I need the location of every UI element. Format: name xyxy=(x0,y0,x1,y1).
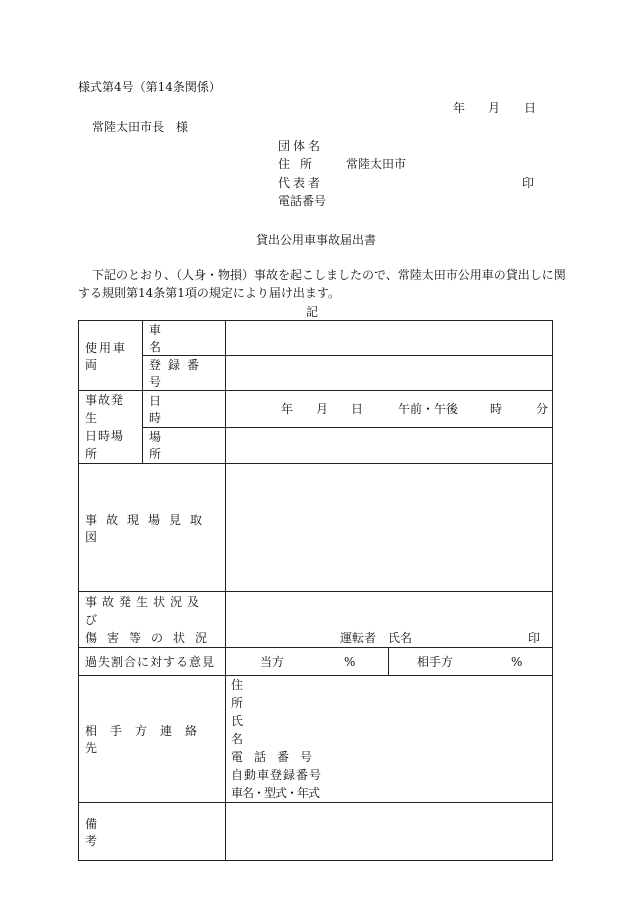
address-label: 住所 xyxy=(278,157,323,171)
date-day: 日 xyxy=(524,101,537,115)
row-reg-number xyxy=(79,356,553,391)
group-name-label: 団体名 xyxy=(278,139,324,153)
ki-label: 記 xyxy=(306,305,319,319)
reg-number-field[interactable] xyxy=(226,356,553,391)
date-year: 年 xyxy=(453,101,466,115)
date-month: 月 xyxy=(488,101,501,115)
remarks-field[interactable] xyxy=(226,803,553,861)
row-car-name xyxy=(79,321,553,356)
driver-line xyxy=(232,631,546,645)
body-line-2: する規則第14条第1項の規定により届け出ます。 xyxy=(78,286,340,300)
dt-minute: 分 xyxy=(536,401,549,416)
contact-name-label xyxy=(231,712,325,748)
other-side-label: 相手方 xyxy=(417,654,454,669)
accident-label-2: 日時場所 xyxy=(85,429,125,461)
contact-label-cell xyxy=(79,676,226,803)
place-label: 場所 xyxy=(149,430,212,462)
dt-month: 月 xyxy=(316,401,329,416)
datetime-parts xyxy=(232,401,549,416)
other-fault-parts xyxy=(395,655,546,669)
row-situation xyxy=(79,592,553,648)
datetime-label: 日時 xyxy=(149,393,212,425)
accident-form-table xyxy=(78,320,553,861)
remarks-label: 備考 xyxy=(85,816,208,848)
row-sketch xyxy=(79,464,553,592)
car-name-label xyxy=(149,321,219,355)
situation-label-2: 傷害等の状況 xyxy=(85,630,218,645)
remarks-label-cell xyxy=(79,803,226,861)
accident-label-1: 事故発生 xyxy=(85,393,125,425)
row-datetime xyxy=(79,391,553,428)
own-side-label: 当方 xyxy=(260,654,285,669)
reg-number-label: 登録番号 xyxy=(149,358,207,389)
row-contact xyxy=(79,676,553,803)
row-remarks xyxy=(79,803,553,861)
phone-label: 電話番号 xyxy=(278,194,327,208)
contact-address-label xyxy=(231,676,325,712)
sketch-label: 事故現場見取図 xyxy=(85,512,212,544)
addressee: 常陸太田市長 様 xyxy=(92,120,189,134)
other-percent: % xyxy=(511,654,523,669)
body-line-1: 下記のとおり、（人身・物損）事故を起こしましたので、常陸太田市公用車の貸出しに関 xyxy=(92,268,566,282)
situation-label-cell xyxy=(79,592,226,648)
contact-car-model-label: 車名・型式・年式 xyxy=(231,786,320,800)
row-fault xyxy=(79,648,553,676)
place-label-cell xyxy=(143,427,226,464)
form-number: 様式第4号（第14条関係） xyxy=(78,80,221,94)
sketch-field[interactable] xyxy=(226,464,553,592)
car-name-label-text: 車名 xyxy=(149,323,200,354)
representative-label: 代表者 xyxy=(278,176,324,190)
place-field[interactable] xyxy=(226,427,553,464)
datetime-field[interactable] xyxy=(226,391,553,428)
accident-label-cell xyxy=(79,391,143,464)
contact-field[interactable] xyxy=(226,676,553,803)
situation-label-1: 事故発生状況及び xyxy=(85,594,205,627)
datetime-label-cell xyxy=(143,391,226,428)
dt-year: 年 xyxy=(281,401,294,416)
own-fault-parts xyxy=(232,655,382,669)
fault-label-cell xyxy=(79,648,226,676)
fault-label: 過失割合に対する意見 xyxy=(85,655,216,669)
vehicle-label-cell xyxy=(79,321,143,391)
document-title: 貸出公用車事故届出書 xyxy=(256,233,377,247)
situation-field[interactable] xyxy=(226,592,553,648)
own-fault-field[interactable] xyxy=(226,648,389,676)
car-name-label-cell xyxy=(143,321,226,356)
contact-car-reg-label: 自動車登録番号 xyxy=(231,768,323,782)
contact-label: 相手方連絡先 xyxy=(85,724,211,755)
address-value: 常陸太田市 xyxy=(346,157,407,171)
vehicle-label: 使用車両 xyxy=(85,340,128,372)
dt-day: 日 xyxy=(351,401,364,416)
reg-number-label-cell xyxy=(143,356,226,391)
seal: 印 xyxy=(522,176,535,190)
contact-phone-label: 電話番号 xyxy=(231,750,324,764)
own-percent: % xyxy=(344,654,356,669)
sketch-label-cell xyxy=(79,464,226,592)
driver-seal: 印 xyxy=(528,631,541,645)
dt-hour: 時 xyxy=(490,401,503,416)
car-name-field[interactable] xyxy=(226,321,553,356)
other-fault-field[interactable] xyxy=(389,648,553,676)
contact-address-text: 住所 xyxy=(231,678,312,710)
contact-name-text: 氏名 xyxy=(231,714,312,746)
row-place xyxy=(79,427,553,464)
dt-ampm: 午前・午後 xyxy=(398,401,459,416)
driver-label: 運転者 氏名 xyxy=(340,631,413,645)
